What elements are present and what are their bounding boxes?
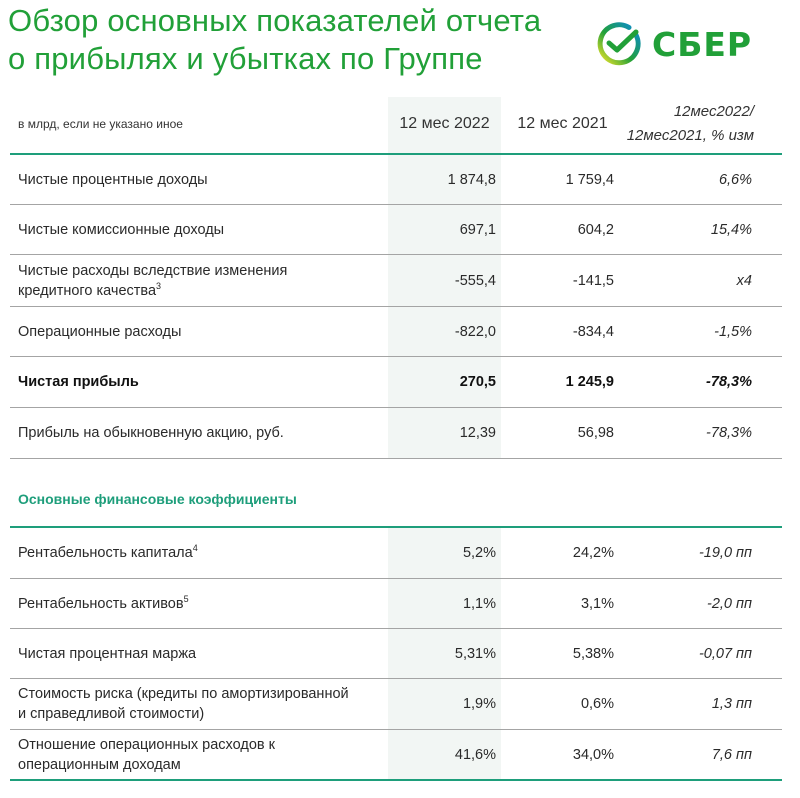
row-label-line1: Отношение операционных расходов к	[18, 736, 275, 753]
section-title: Основные финансовые коэффициенты	[18, 491, 297, 507]
row-label	[18, 261, 287, 301]
value-2021: 3,1%	[580, 595, 614, 612]
value-2022: 5,2%	[462, 545, 496, 561]
value-change: -0,07 пп	[698, 645, 752, 662]
value-change: -1,5%	[714, 323, 752, 340]
value-2022: 270,5	[459, 374, 496, 390]
row-label	[18, 735, 275, 775]
value-change: -78,3%	[706, 374, 752, 390]
value-2022: 12,39	[459, 425, 496, 441]
row-label-text: Рентабельность капитала	[18, 545, 193, 561]
row-label: Чистая прибыль	[18, 374, 139, 390]
value-2022: 697,1	[459, 221, 496, 238]
row-label	[18, 594, 189, 614]
value-change: -2,0 пп	[707, 595, 752, 612]
header-col-change-line1: 12мес2022/	[673, 103, 754, 120]
row-label-text: Рентабельность активов	[18, 595, 184, 612]
table-row	[10, 255, 782, 307]
row-label-line2: и справедливой стоимости)	[18, 706, 205, 722]
value-2022: 41,6%	[454, 746, 496, 763]
header-col-change-line2: 12мес2021, % изм	[626, 127, 754, 144]
value-2021: 34,0%	[572, 746, 614, 763]
value-2021: -141,5	[572, 272, 614, 289]
table-row	[10, 155, 782, 205]
value-2021: 0,6%	[580, 696, 614, 712]
page-title-line1: Обзор основных показателей отчета	[8, 3, 542, 38]
table-row	[10, 307, 782, 357]
value-2022: -822,0	[454, 323, 496, 340]
value-change: 7,6 пп	[711, 746, 752, 763]
table-row-net-profit	[10, 357, 782, 408]
header-col-2021: 12 мес 2021	[517, 115, 608, 132]
footnote-mark: 5	[183, 593, 189, 604]
row-label: Чистые комиссионные доходы	[18, 221, 225, 238]
value-change: 6,6%	[718, 171, 752, 188]
value-change: -19,0 пп	[698, 545, 752, 561]
header-col-change	[627, 100, 754, 148]
page-title-line2: о прибылях и убытках по Группе	[8, 41, 483, 76]
value-2021: 1 759,4	[565, 171, 614, 188]
value-2021: 604,2	[577, 221, 614, 238]
value-2022: -555,4	[454, 272, 496, 289]
header-col-2022: 12 мес 2022	[399, 115, 490, 132]
value-change: х4	[736, 272, 752, 289]
table-row	[10, 408, 782, 459]
table-row	[10, 629, 782, 679]
table-row	[10, 579, 782, 629]
value-change: -78,3%	[706, 425, 752, 441]
sber-logo	[596, 20, 752, 68]
row-label: Операционные расходы	[18, 323, 182, 340]
row-label-line1: Стоимость риска (кредиты по амортизированной	[18, 686, 349, 702]
row-label: Прибыль на обыкновенную акцию, руб.	[18, 425, 284, 441]
value-2021: -834,4	[572, 323, 614, 340]
value-2021: 24,2%	[572, 545, 614, 561]
value-2022: 1,1%	[462, 595, 496, 612]
row-label-line2: операционным доходам	[18, 756, 181, 773]
value-2022: 1 874,8	[447, 171, 496, 188]
logo-text: СБЕР	[652, 24, 753, 64]
value-change: 15,4%	[710, 221, 752, 238]
footnote-mark: 3	[156, 280, 162, 291]
table-row	[10, 679, 782, 730]
row-label	[18, 684, 349, 724]
row-label-line2: кредитного качества	[18, 282, 157, 299]
value-change: 1,3 пп	[711, 696, 752, 712]
table-header	[0, 97, 800, 155]
value-2021: 1 245,9	[565, 374, 614, 390]
row-label: Чистая процентная маржа	[18, 645, 197, 662]
row-label-line1: Чистые расходы вследствие изменения	[18, 262, 288, 279]
row-label	[18, 543, 198, 563]
row-label: Чистые процентные доходы	[18, 171, 208, 188]
table-row	[10, 205, 782, 255]
page-title	[8, 2, 598, 78]
value-2022: 1,9%	[462, 696, 496, 712]
footnote-mark: 4	[192, 543, 198, 554]
sber-check-icon	[596, 21, 642, 67]
value-2022: 5,31%	[454, 645, 496, 662]
value-2021: 5,38%	[572, 645, 614, 662]
unit-note: в млрд, если не указано иное	[18, 117, 183, 131]
table-row	[10, 528, 782, 579]
table-row	[10, 730, 782, 781]
value-2021: 56,98	[577, 425, 614, 441]
